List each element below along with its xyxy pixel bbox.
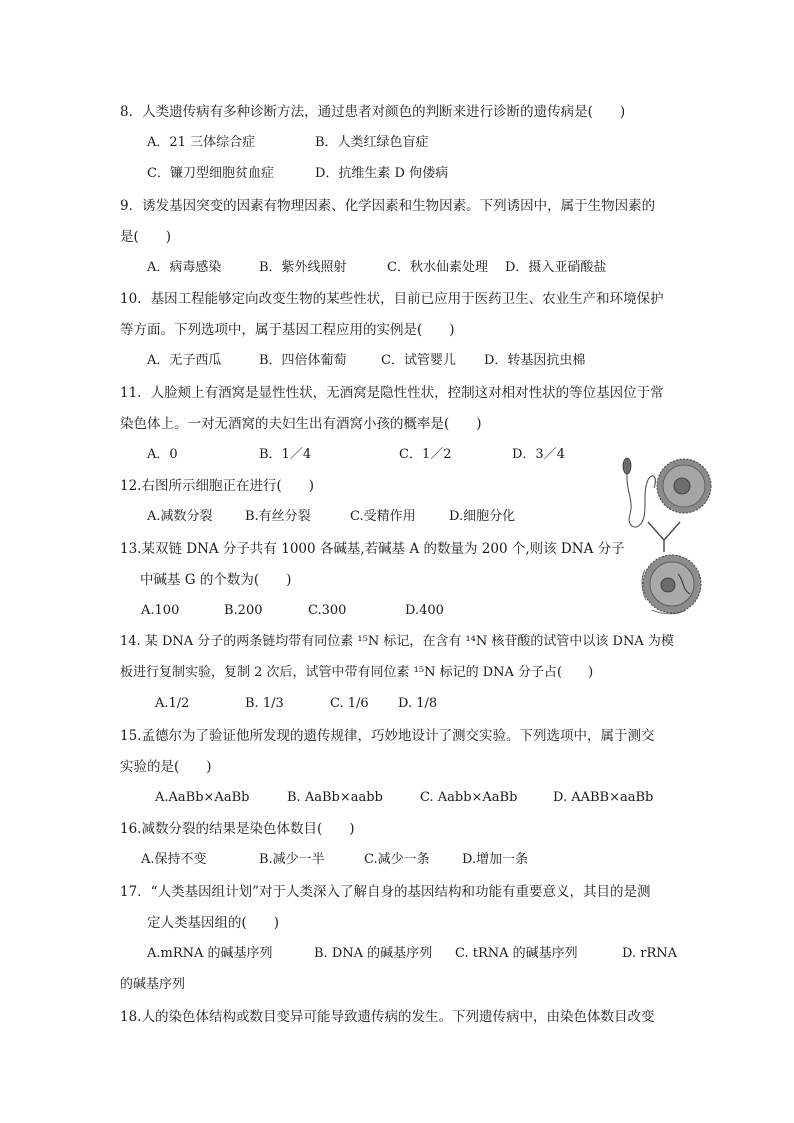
- q8-option-a: A．21 三体综合症: [147, 135, 256, 150]
- q13-stem-line2: 中碱基 G 的个数为( ): [140, 572, 292, 588]
- q10-option-a: A．无子西瓜: [147, 353, 222, 368]
- q11-stem-line1: 11．人脸颊上有酒窝是显性性状，无酒窝是隐性性状，控制这对相对性状的等位基因位于常: [120, 385, 664, 401]
- q14-option-b: B. 1/3: [245, 696, 284, 711]
- q12-option-b: B.有丝分裂: [245, 509, 311, 524]
- q17-option-a: A.mRNA 的碱基序列: [147, 946, 273, 961]
- q9-option-d: D．摄入亚硝酸盐: [505, 260, 607, 275]
- q11-option-b: B．1／4: [259, 447, 312, 462]
- q17-stem-line2: 定人类基因组的( ): [147, 915, 280, 931]
- q13-option-b: B.200: [224, 603, 263, 618]
- q14-stem-line2: 板进行复制实验，复制 2 次后，试管中带有同位素 ¹⁵N 标记的 DNA 分子占( ): [120, 665, 594, 680]
- q15-stem-line1: 15.孟德尔为了验证他所发现的遗传规律，巧妙地设计了测交实验。下列选项中，属于测交: [120, 728, 655, 744]
- egg-cell-illustration: [657, 459, 711, 513]
- q17-option-d-continued: 的碱基序列: [120, 977, 186, 992]
- q10-stem-line2: 等方面。下列选项中，属于基因工程应用的实例是( ): [120, 322, 455, 338]
- q11-option-c: C．1／2: [399, 447, 452, 462]
- q18-stem-line1: 18.人的染色体结构或数目变异可能导致遗传病的发生。下列遗传病中，由染色体数目改变: [120, 1009, 655, 1025]
- q10-option-b: B．四倍体葡萄: [259, 353, 347, 368]
- q8-stem: 8．人类遗传病有多种诊断方法，通过患者对颜色的判断来进行诊断的遗传病是( ): [120, 104, 626, 120]
- q16-option-d: D.增加一条: [462, 852, 529, 867]
- q15-option-d: D. AABB×aaBb: [553, 790, 654, 805]
- q12-stem: 12.右图所示细胞正在进行( ): [120, 478, 315, 494]
- q15-stem-line2: 实验的是( ): [120, 759, 212, 775]
- q12-option-c: C.受精作用: [350, 509, 416, 524]
- q9-option-a: A．病毒感染: [147, 260, 222, 275]
- q17-option-b: B. DNA 的碱基序列: [314, 946, 433, 961]
- q13-option-c: C.300: [308, 603, 347, 618]
- q8-option-d: D．抗维生素 D 佝偻病: [315, 166, 449, 181]
- zygote-illustration: [642, 555, 701, 614]
- q13-stem-line1: 13.某双链 DNA 分子共有 1000 各碱基,若碱基 A 的数量为 200 个,则该 DNA 分子: [120, 541, 625, 557]
- q17-option-c: C. tRNA 的碱基序列: [455, 946, 578, 961]
- q13-option-a: A.100: [141, 603, 180, 618]
- sperm-cell-illustration: [623, 458, 655, 527]
- q13-option-d: D.400: [405, 603, 444, 618]
- q8-option-b: B．人类红绿色盲症: [315, 135, 429, 150]
- q9-option-b: B．紫外线照射: [259, 260, 347, 275]
- q11-stem-line2: 染色体上。一对无酒窝的夫妇生出有酒窝小孩的概率是( ): [120, 416, 482, 432]
- q16-option-a: A.保持不变: [141, 852, 207, 867]
- q9-option-c: C．秋水仙素处理: [387, 260, 488, 275]
- q15-option-c: C. Aabb×AaBb: [420, 790, 518, 805]
- q8-option-c: C．镰刀型细胞贫血症: [147, 166, 274, 181]
- q11-option-a: A．0: [147, 447, 178, 462]
- q9-stem-line2: 是( ): [120, 229, 172, 245]
- fertilization-figure: [612, 452, 714, 620]
- q16-option-c: C.减少一条: [364, 852, 430, 867]
- q14-option-c: C. 1/6: [330, 696, 369, 711]
- q12-option-d: D.细胞分化: [449, 509, 516, 524]
- q14-option-a: A.1/2: [155, 696, 190, 711]
- q14-stem-line1: 14. 某 DNA 分子的两条链均带有同位素 ¹⁵N 标记，在含有 ¹⁴N 核苷酸的试管中以该 DNA 为模: [120, 634, 674, 649]
- q12-option-a: A.减数分裂: [147, 509, 213, 524]
- q10-option-c: C．试管婴儿: [381, 353, 456, 368]
- q15-option-b: B. AaBb×aabb: [287, 790, 383, 805]
- q11-option-d: D．3／4: [512, 447, 565, 462]
- q9-stem-line1: 9．诱发基因突变的因素有物理因素、化学因素和生物因素。下列诱因中，属于生物因素的: [120, 198, 656, 214]
- q15-option-a: A.AaBb×AaBb: [155, 790, 250, 805]
- q10-option-d: D．转基因抗虫棉: [484, 353, 586, 368]
- q16-option-b: B.减少一半: [259, 852, 325, 867]
- q17-option-d: D. rRNA: [622, 946, 677, 961]
- q17-stem-line1: 17．“人类基因组计划”对于人类深入了解自身的基因结构和功能有重要意义，其目的是测: [120, 884, 651, 900]
- q16-stem: 16.减数分裂的结果是染色体数目( ): [120, 821, 355, 837]
- q10-stem-line1: 10．基因工程能够定向改变生物的某些性状，目前已应用于医药卫生、农业生产和环境保护: [120, 291, 664, 307]
- merge-lines: [648, 522, 680, 552]
- q14-option-d: D. 1/8: [398, 696, 438, 711]
